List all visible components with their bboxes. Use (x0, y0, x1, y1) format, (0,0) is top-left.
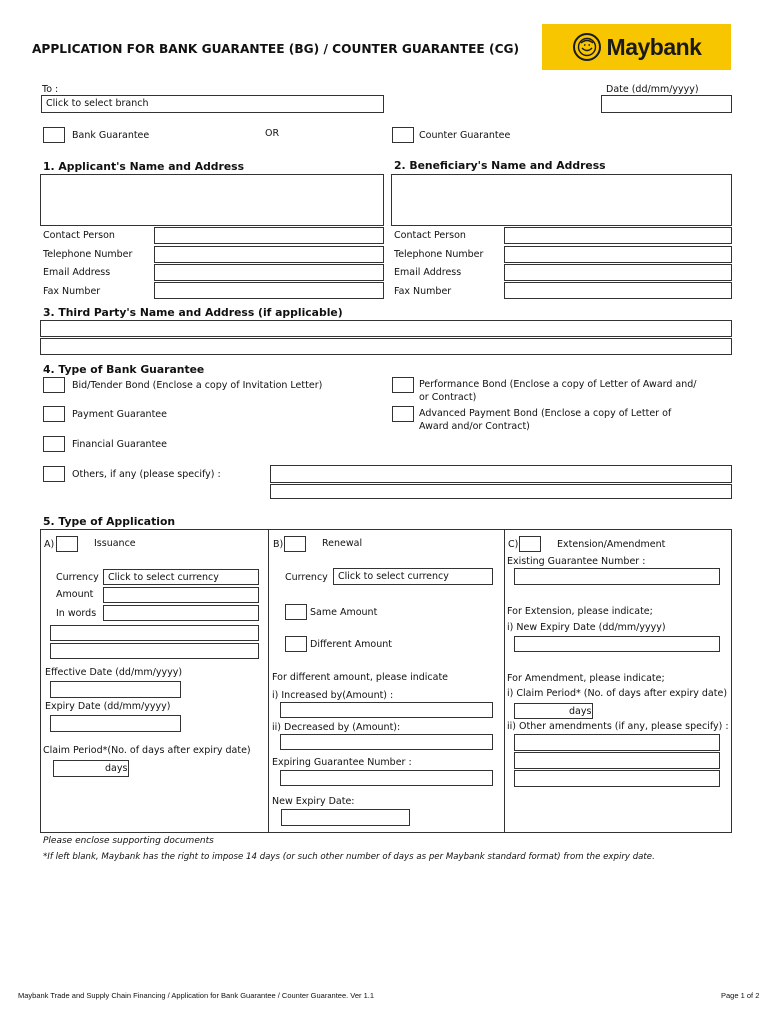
others-checkbox[interactable] (43, 466, 65, 482)
different-amount-checkbox[interactable] (285, 636, 307, 652)
third-party-line2-input[interactable] (40, 338, 732, 355)
payment-guarantee-checkbox[interactable] (43, 406, 65, 422)
increased-by-input[interactable] (280, 702, 493, 718)
for-different-amount-label: For different amount, please indicate (272, 672, 449, 683)
performance-bond-checkbox[interactable] (392, 377, 414, 393)
applicant-address-input[interactable] (40, 174, 384, 226)
applicant-telephone-label: Telephone Number (43, 249, 133, 260)
beneficiary-contact-input[interactable] (504, 227, 732, 244)
for-amendment-label: For Amendment, please indicate; (507, 673, 665, 684)
increased-by-label: i) Increased by(Amount) : (272, 690, 394, 701)
date-label: Date (dd/mm/yyyy) (606, 84, 699, 95)
issuance-currency-select[interactable]: Click to select currency (103, 569, 259, 585)
extension-new-expiry-input[interactable] (514, 636, 720, 652)
tiger-head-icon (572, 32, 602, 62)
section2-title: 2. Beneficiary's Name and Address (394, 159, 606, 172)
third-party-line1-input[interactable] (40, 320, 732, 337)
beneficiary-fax-label: Fax Number (394, 286, 452, 297)
to-label: To : (42, 84, 59, 95)
renewal-currency-select[interactable]: Click to select currency (333, 568, 493, 585)
beneficiary-contact-label: Contact Person (394, 230, 466, 241)
extension-amendment-label: Extension/Amendment (557, 539, 666, 550)
advanced-payment-label-line2: Award and/or Contract) (419, 421, 530, 432)
amendment-claim-period-label: i) Claim Period* (No. of days after expiry date) (507, 688, 728, 699)
issuance-in-words-line3-input[interactable] (50, 643, 259, 659)
issuance-in-words-line2-input[interactable] (50, 625, 259, 641)
performance-bond-label-line2: or Contract) (419, 392, 477, 403)
advanced-payment-label-line1: Advanced Payment Bond (Enclose a copy of Letter of (419, 408, 672, 419)
financial-guarantee-checkbox[interactable] (43, 436, 65, 452)
applicant-contact-input[interactable] (154, 227, 384, 244)
extension-amendment-checkbox[interactable] (519, 536, 541, 552)
renewal-new-expiry-label: New Expiry Date: (272, 796, 355, 807)
existing-guarantee-number-input[interactable] (514, 568, 720, 585)
amendment-days-label: days (569, 706, 592, 717)
payment-guarantee-label: Payment Guarantee (72, 409, 167, 420)
issuance-in-words-label: In words (56, 608, 97, 619)
extension-marker: C) (508, 539, 519, 550)
page-number: Page 1 of 2 (721, 991, 760, 1000)
column-divider (268, 529, 269, 833)
beneficiary-fax-input[interactable] (504, 282, 732, 299)
branch-select[interactable]: Click to select branch (41, 95, 384, 113)
decreased-by-input[interactable] (280, 734, 493, 750)
applicant-telephone-input[interactable] (154, 246, 384, 263)
enclose-documents-note: Please enclose supporting documents (43, 836, 214, 846)
renewal-new-expiry-input[interactable] (281, 809, 410, 826)
section1-title: 1. Applicant's Name and Address (43, 160, 245, 173)
beneficiary-telephone-label: Telephone Number (394, 249, 484, 260)
renewal-currency-label: Currency (285, 572, 328, 583)
applicant-contact-label: Contact Person (43, 230, 115, 241)
form-title: APPLICATION FOR BANK GUARANTEE (BG) / COUNTER GUARANTEE (CG) (32, 42, 520, 56)
others-line2-input[interactable] (270, 484, 732, 499)
issuance-label: Issuance (94, 538, 136, 549)
other-amendments-line2-input[interactable] (514, 752, 720, 769)
bid-tender-label: Bid/Tender Bond (Enclose a copy of Invitation Letter) (72, 380, 323, 391)
beneficiary-email-input[interactable] (504, 264, 732, 281)
other-amendments-line3-input[interactable] (514, 770, 720, 787)
issuance-marker: A) (44, 539, 55, 550)
same-amount-label: Same Amount (310, 607, 378, 618)
same-amount-checkbox[interactable] (285, 604, 307, 620)
others-line1-input[interactable] (270, 465, 732, 483)
bid-tender-checkbox[interactable] (43, 377, 65, 393)
beneficiary-email-label: Email Address (394, 267, 462, 278)
bank-guarantee-checkbox[interactable] (43, 127, 65, 143)
existing-guarantee-number-label: Existing Guarantee Number : (507, 556, 646, 567)
beneficiary-telephone-input[interactable] (504, 246, 732, 263)
applicant-fax-label: Fax Number (43, 286, 101, 297)
financial-guarantee-label: Financial Guarantee (72, 439, 167, 450)
new-expiry-date-label: i) New Expiry Date (dd/mm/yyyy) (507, 622, 666, 633)
issuance-in-words-input[interactable] (103, 605, 259, 621)
section3-title: 3. Third Party's Name and Address (if applicable) (43, 306, 343, 319)
issuance-claim-period-label: Claim Period*(No. of days after expiry date) (43, 745, 251, 756)
issuance-amount-input[interactable] (103, 587, 259, 603)
applicant-email-label: Email Address (43, 267, 111, 278)
counter-guarantee-label: Counter Guarantee (419, 130, 511, 141)
amendment-claim-days-input[interactable] (514, 703, 593, 719)
applicant-fax-input[interactable] (154, 282, 384, 299)
different-amount-label: Different Amount (310, 639, 392, 650)
effective-date-label: Effective Date (dd/mm/yyyy) (45, 667, 183, 678)
maybank-logo (542, 24, 731, 70)
expiring-guarantee-number-label: Expiring Guarantee Number : (272, 757, 412, 768)
logo-text: Maybank (606, 33, 702, 60)
date-input[interactable] (601, 95, 732, 113)
other-amendments-label: ii) Other amendments (if any, please specify) : (507, 721, 729, 732)
effective-date-input[interactable] (50, 681, 181, 698)
issuance-amount-label: Amount (56, 589, 94, 600)
bank-guarantee-label: Bank Guarantee (72, 130, 150, 141)
issuance-days-label: days (105, 763, 128, 774)
column-divider (504, 529, 505, 833)
section5-title: 5. Type of Application (43, 515, 176, 528)
footer-document-reference: Maybank Trade and Supply Chain Financing / Application for Bank Guarantee / Counter Guarantee. Ver 1.1 (18, 991, 375, 1000)
section4-title: 4. Type of Bank Guarantee (43, 363, 205, 376)
issuance-checkbox[interactable] (56, 536, 78, 552)
beneficiary-address-input[interactable] (391, 174, 732, 226)
renewal-marker: B) (273, 539, 284, 550)
claim-period-footnote: *If left blank, Maybank has the right to impose 14 days (or such other number of days as per Maybank standard format) from the expiry date. (43, 852, 655, 862)
for-extension-label: For Extension, please indicate; (507, 606, 653, 617)
or-label: OR (265, 128, 280, 139)
applicant-email-input[interactable] (154, 264, 384, 281)
performance-bond-label-line1: Performance Bond (Enclose a copy of Letter of Award and/ (419, 379, 697, 390)
expiring-guarantee-number-input[interactable] (280, 770, 493, 786)
renewal-label: Renewal (322, 538, 363, 549)
decreased-by-label: ii) Decreased by (Amount): (272, 722, 401, 733)
other-amendments-line1-input[interactable] (514, 734, 720, 751)
expiry-date-label: Expiry Date (dd/mm/yyyy) (45, 701, 171, 712)
others-label: Others, if any (please specify) : (72, 469, 221, 480)
issuance-claim-days-input[interactable] (53, 760, 129, 777)
renewal-checkbox[interactable] (284, 536, 306, 552)
issuance-currency-label: Currency (56, 572, 99, 583)
counter-guarantee-checkbox[interactable] (392, 127, 414, 143)
expiry-date-input[interactable] (50, 715, 181, 732)
advanced-payment-checkbox[interactable] (392, 406, 414, 422)
